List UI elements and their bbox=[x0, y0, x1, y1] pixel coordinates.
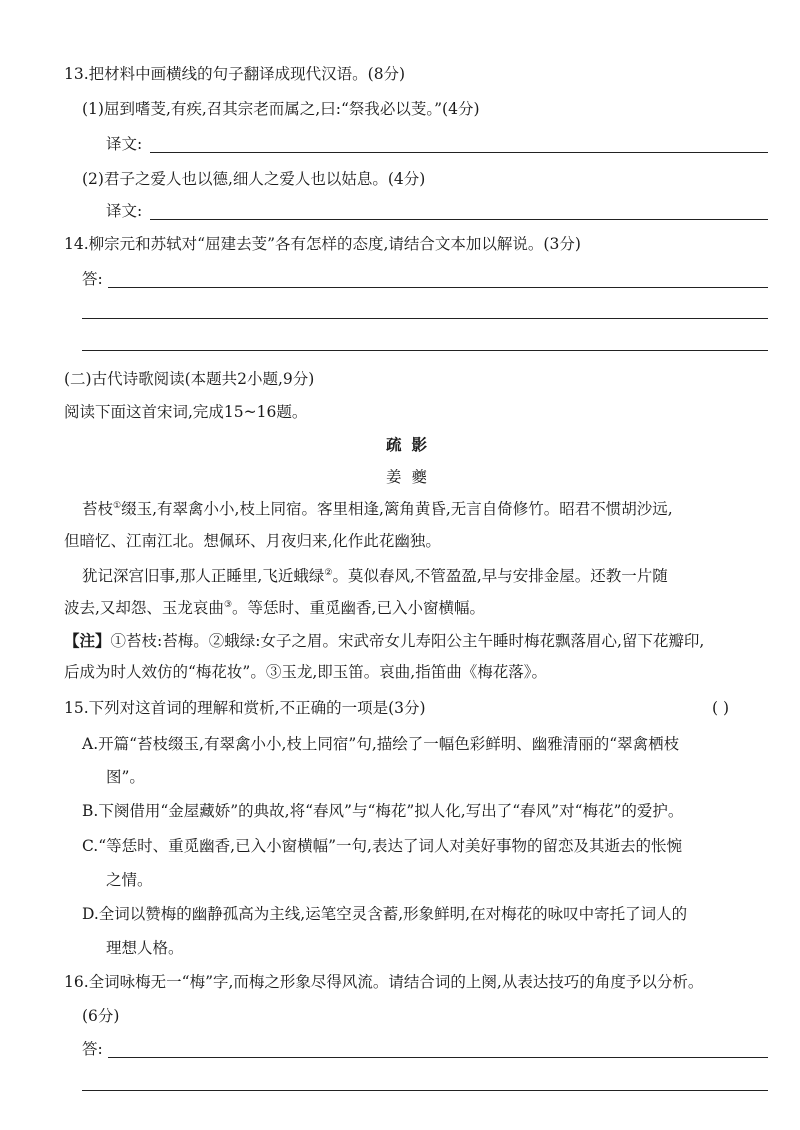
q16-answer-line-2[interactable] bbox=[82, 1090, 768, 1091]
q13-answer-line-2[interactable] bbox=[150, 219, 768, 220]
q16-answer-line-1[interactable] bbox=[108, 1057, 768, 1058]
q16-score: (6分) bbox=[82, 1007, 120, 1025]
poem-text: 波去,又却怨、玉龙哀曲 bbox=[64, 599, 224, 617]
q15-answer-paren[interactable]: ( ) bbox=[712, 699, 730, 717]
section2-instruction: 阅读下面这首宋词,完成15~16题。 bbox=[64, 403, 308, 421]
q13-stem: 13.把材料中画横线的句子翻译成现代汉语。(8分) bbox=[64, 65, 406, 83]
q16-answer-label: 答: bbox=[82, 1040, 103, 1058]
poem-text: 苔枝 bbox=[82, 500, 114, 518]
poem-paragraph-2-line-1 bbox=[82, 565, 668, 587]
poem-text: 。莫似春风,不管盈盈,早与安排金屋。还教一片随 bbox=[332, 567, 668, 585]
poem-notes-line-1 bbox=[64, 630, 704, 652]
q15-option-d-line-1[interactable]: D.全词以赞梅的幽静孤高为主线,运笔空灵含蓄,形象鲜明,在对梅花的咏叹中寄托了词人的 bbox=[82, 905, 688, 923]
footnote-marker-3: ③ bbox=[223, 599, 233, 610]
q13-sub2: (2)君子之爱人也以德,细人之爱人也以姑息。(4分) bbox=[82, 170, 426, 188]
poem-paragraph-2-line-2 bbox=[64, 597, 485, 619]
poem-title: 疏影 bbox=[386, 435, 438, 454]
footnote-marker-1: ① bbox=[113, 500, 122, 511]
q13-answer-label-2: 译文: bbox=[106, 202, 143, 220]
q16-stem: 16.全词咏梅无一“梅”字,而梅之形象尽得风流。请结合词的上阕,从表达技巧的角度予以分析。 bbox=[64, 973, 704, 991]
q14-answer-line-1[interactable] bbox=[108, 287, 768, 288]
q15-option-c-line-2: 之情。 bbox=[106, 871, 153, 889]
q14-stem: 14.柳宗元和苏轼对“屈建去芰”各有怎样的态度,请结合文本加以解说。(3分) bbox=[64, 235, 581, 253]
q13-sub1: (1)屈到嗜芰,有疾,召其宗老而属之,曰:“祭我必以芰。”(4分) bbox=[82, 100, 480, 118]
q15-option-b[interactable]: B.下阕借用“金屋藏娇”的典故,将“春风”与“梅花”拟人化,写出了“春风”对“梅花”的爱护。 bbox=[82, 802, 684, 820]
q14-answer-line-3[interactable] bbox=[82, 350, 768, 351]
footnote-marker-2: ② bbox=[324, 567, 333, 578]
q14-answer-line-2[interactable] bbox=[82, 318, 768, 319]
poem-text: 缀玉,有翠禽小小,枝上同宿。客里相逢,篱角黄昏,无言自倚修竹。昭君不惯胡沙远, bbox=[121, 500, 673, 518]
q13-answer-label-1: 译文: bbox=[106, 135, 143, 153]
poem-paragraph-1-line-2: 但暗忆、江南江北。想佩环、月夜归来,化作此花幽独。 bbox=[64, 532, 441, 550]
poem-paragraph-1-line-1 bbox=[82, 498, 673, 520]
section2-heading: (二)古代诗歌阅读(本题共2小题,9分) bbox=[64, 370, 315, 388]
q15-option-c-line-1[interactable]: C.“等恁时、重觅幽香,已入小窗横幅”一句,表达了词人对美好事物的留恋及其逝去的怅惋 bbox=[82, 837, 682, 855]
poem-author: 姜夔 bbox=[386, 468, 438, 486]
q15-option-a-line-2: 图”。 bbox=[106, 768, 145, 786]
q15-option-d-line-2: 理想人格。 bbox=[106, 939, 184, 957]
notes-label: 【注】 bbox=[64, 631, 111, 650]
q14-answer-label: 答: bbox=[82, 270, 103, 288]
notes-text: ①苔枝:苔梅。②蛾绿:女子之眉。宋武帝女儿寿阳公主午睡时梅花飘落眉心,留下花瓣印, bbox=[110, 632, 705, 650]
poem-text: 犹记深宫旧事,那人正睡里,飞近蛾绿 bbox=[82, 567, 325, 585]
poem-text: 。等恁时、重觅幽香,已入小窗横幅。 bbox=[232, 599, 485, 617]
q15-stem: 15.下列对这首词的理解和赏析,不正确的一项是(3分) bbox=[64, 699, 426, 717]
q15-option-a-line-1[interactable]: A.开篇“苔枝缀玉,有翠禽小小,枝上同宿”句,描绘了一幅色彩鲜明、幽雅清丽的“翠禽栖枝 bbox=[82, 735, 680, 753]
q13-answer-line-1[interactable] bbox=[150, 152, 768, 153]
poem-notes-line-2: 后成为时人效仿的“梅花妆”。③玉龙,即玉笛。哀曲,指笛曲《梅花落》。 bbox=[64, 663, 547, 681]
